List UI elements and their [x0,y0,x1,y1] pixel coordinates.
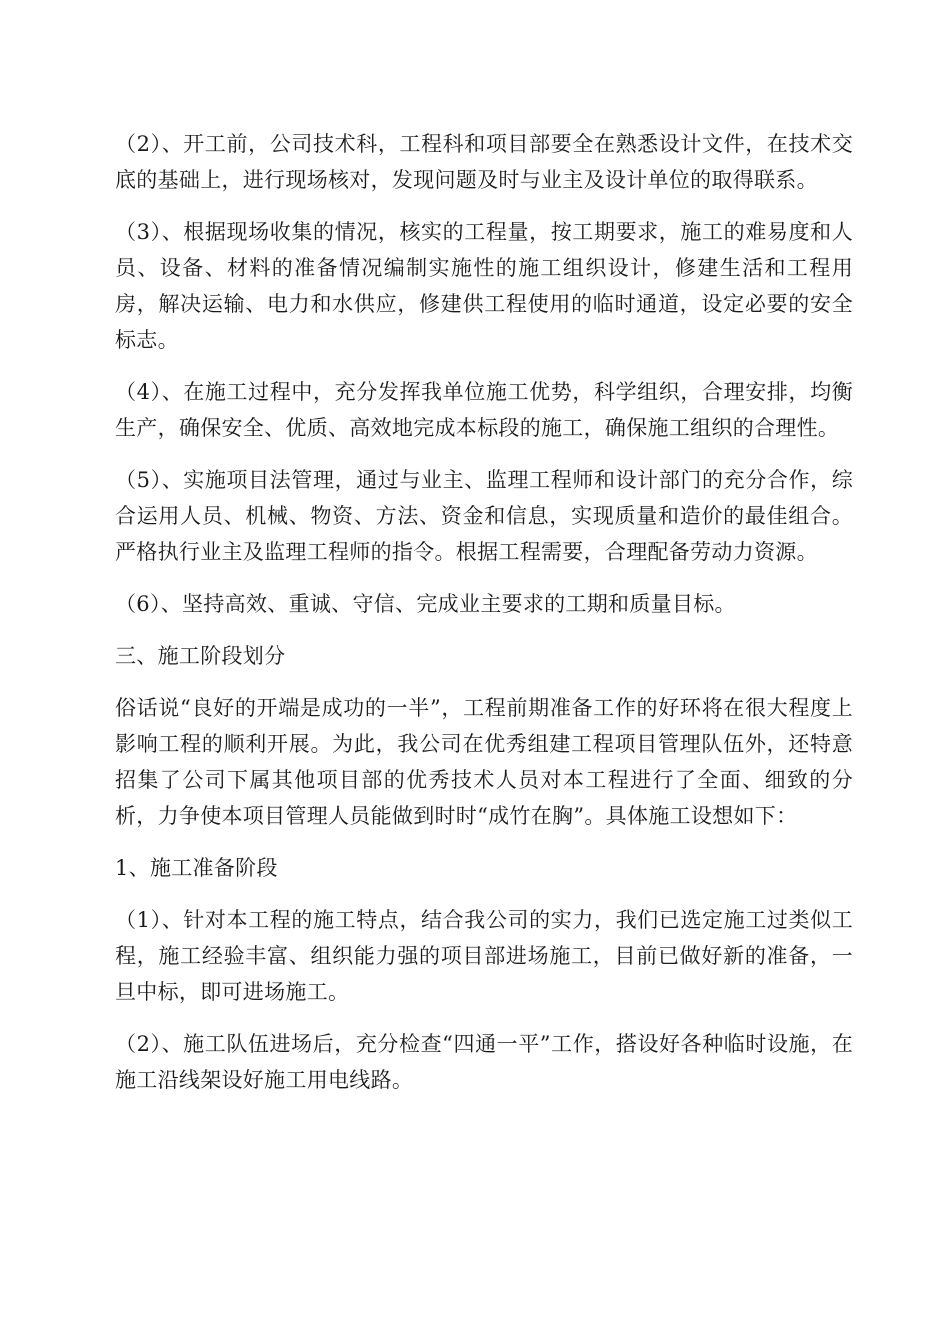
paragraph-intro-construction-plan: 俗话说“良好的开端是成功的一半”，工程前期准备工作的好环将在很大程度上影响工程的顺利开展。为此，我公司在优秀组建工程项目管理队伍外，还特意招集了公司下属其他项目部的优秀技术人员对本工程进行了全面、细致的分析，力争使本项目管理人员能做到时时“成竹在胸”。具体施工设想如下： [115,696,853,828]
paragraph-item-6-commitment: （6）、坚持高效、重诚、守信、完成业主要求的工期和质量目标。 [115,592,736,616]
document-page [115,126,853,1114]
section-heading-construction-phases: 三、施工阶段划分 [115,644,286,668]
paragraph-item-4-construction-process: （4）、在施工过程中，充分发挥我单位施工优势，科学组织，合理安排，均衡生产，确保安全、优质、高效地完成本标段的施工，确保施工组织的合理性。 [115,380,853,440]
paragraph-prep-item-1: （1）、针对本工程的施工特点，结合我公司的实力，我们已选定施工过类似工程，施工经验丰富、组织能力强的项目部进场施工，目前已做好新的准备，一旦中标，即可进场施工。 [115,908,853,1004]
paragraph-prep-item-2: （2）、施工队伍进场后，充分检查“四通一平”工作，搭设好各种临时设施，在施工沿线架设好施工用电线路。 [115,1032,853,1092]
paragraph-item-2-pre-construction: （2）、开工前，公司技术科，工程科和项目部要全在熟悉设计文件，在技术交底的基础上，进行现场核对，发现问题及时与业主及设计单位的取得联系。 [115,132,853,192]
paragraph-item-5-project-management: （5）、实施项目法管理，通过与业主、监理工程师和设计部门的充分合作，综合运用人员、机械、物资、方法、资金和信息，实现质量和造价的最佳组合。严格执行业主及监理工程师的指令。根据工程需要，合理配备劳动力资源。 [115,468,853,564]
subsection-heading-preparation-phase: 1、施工准备阶段 [115,856,278,880]
paragraph-item-3-site-investigation: （3）、根据现场收集的情况，核实的工程量，按工期要求，施工的难易度和人员、设备、材料的准备情况编制实施性的施工组织设计，修建生活和工程用房，解决运输、电力和水供应，修建供工程使用的临时通道，设定必要的安全标志。 [115,220,853,352]
